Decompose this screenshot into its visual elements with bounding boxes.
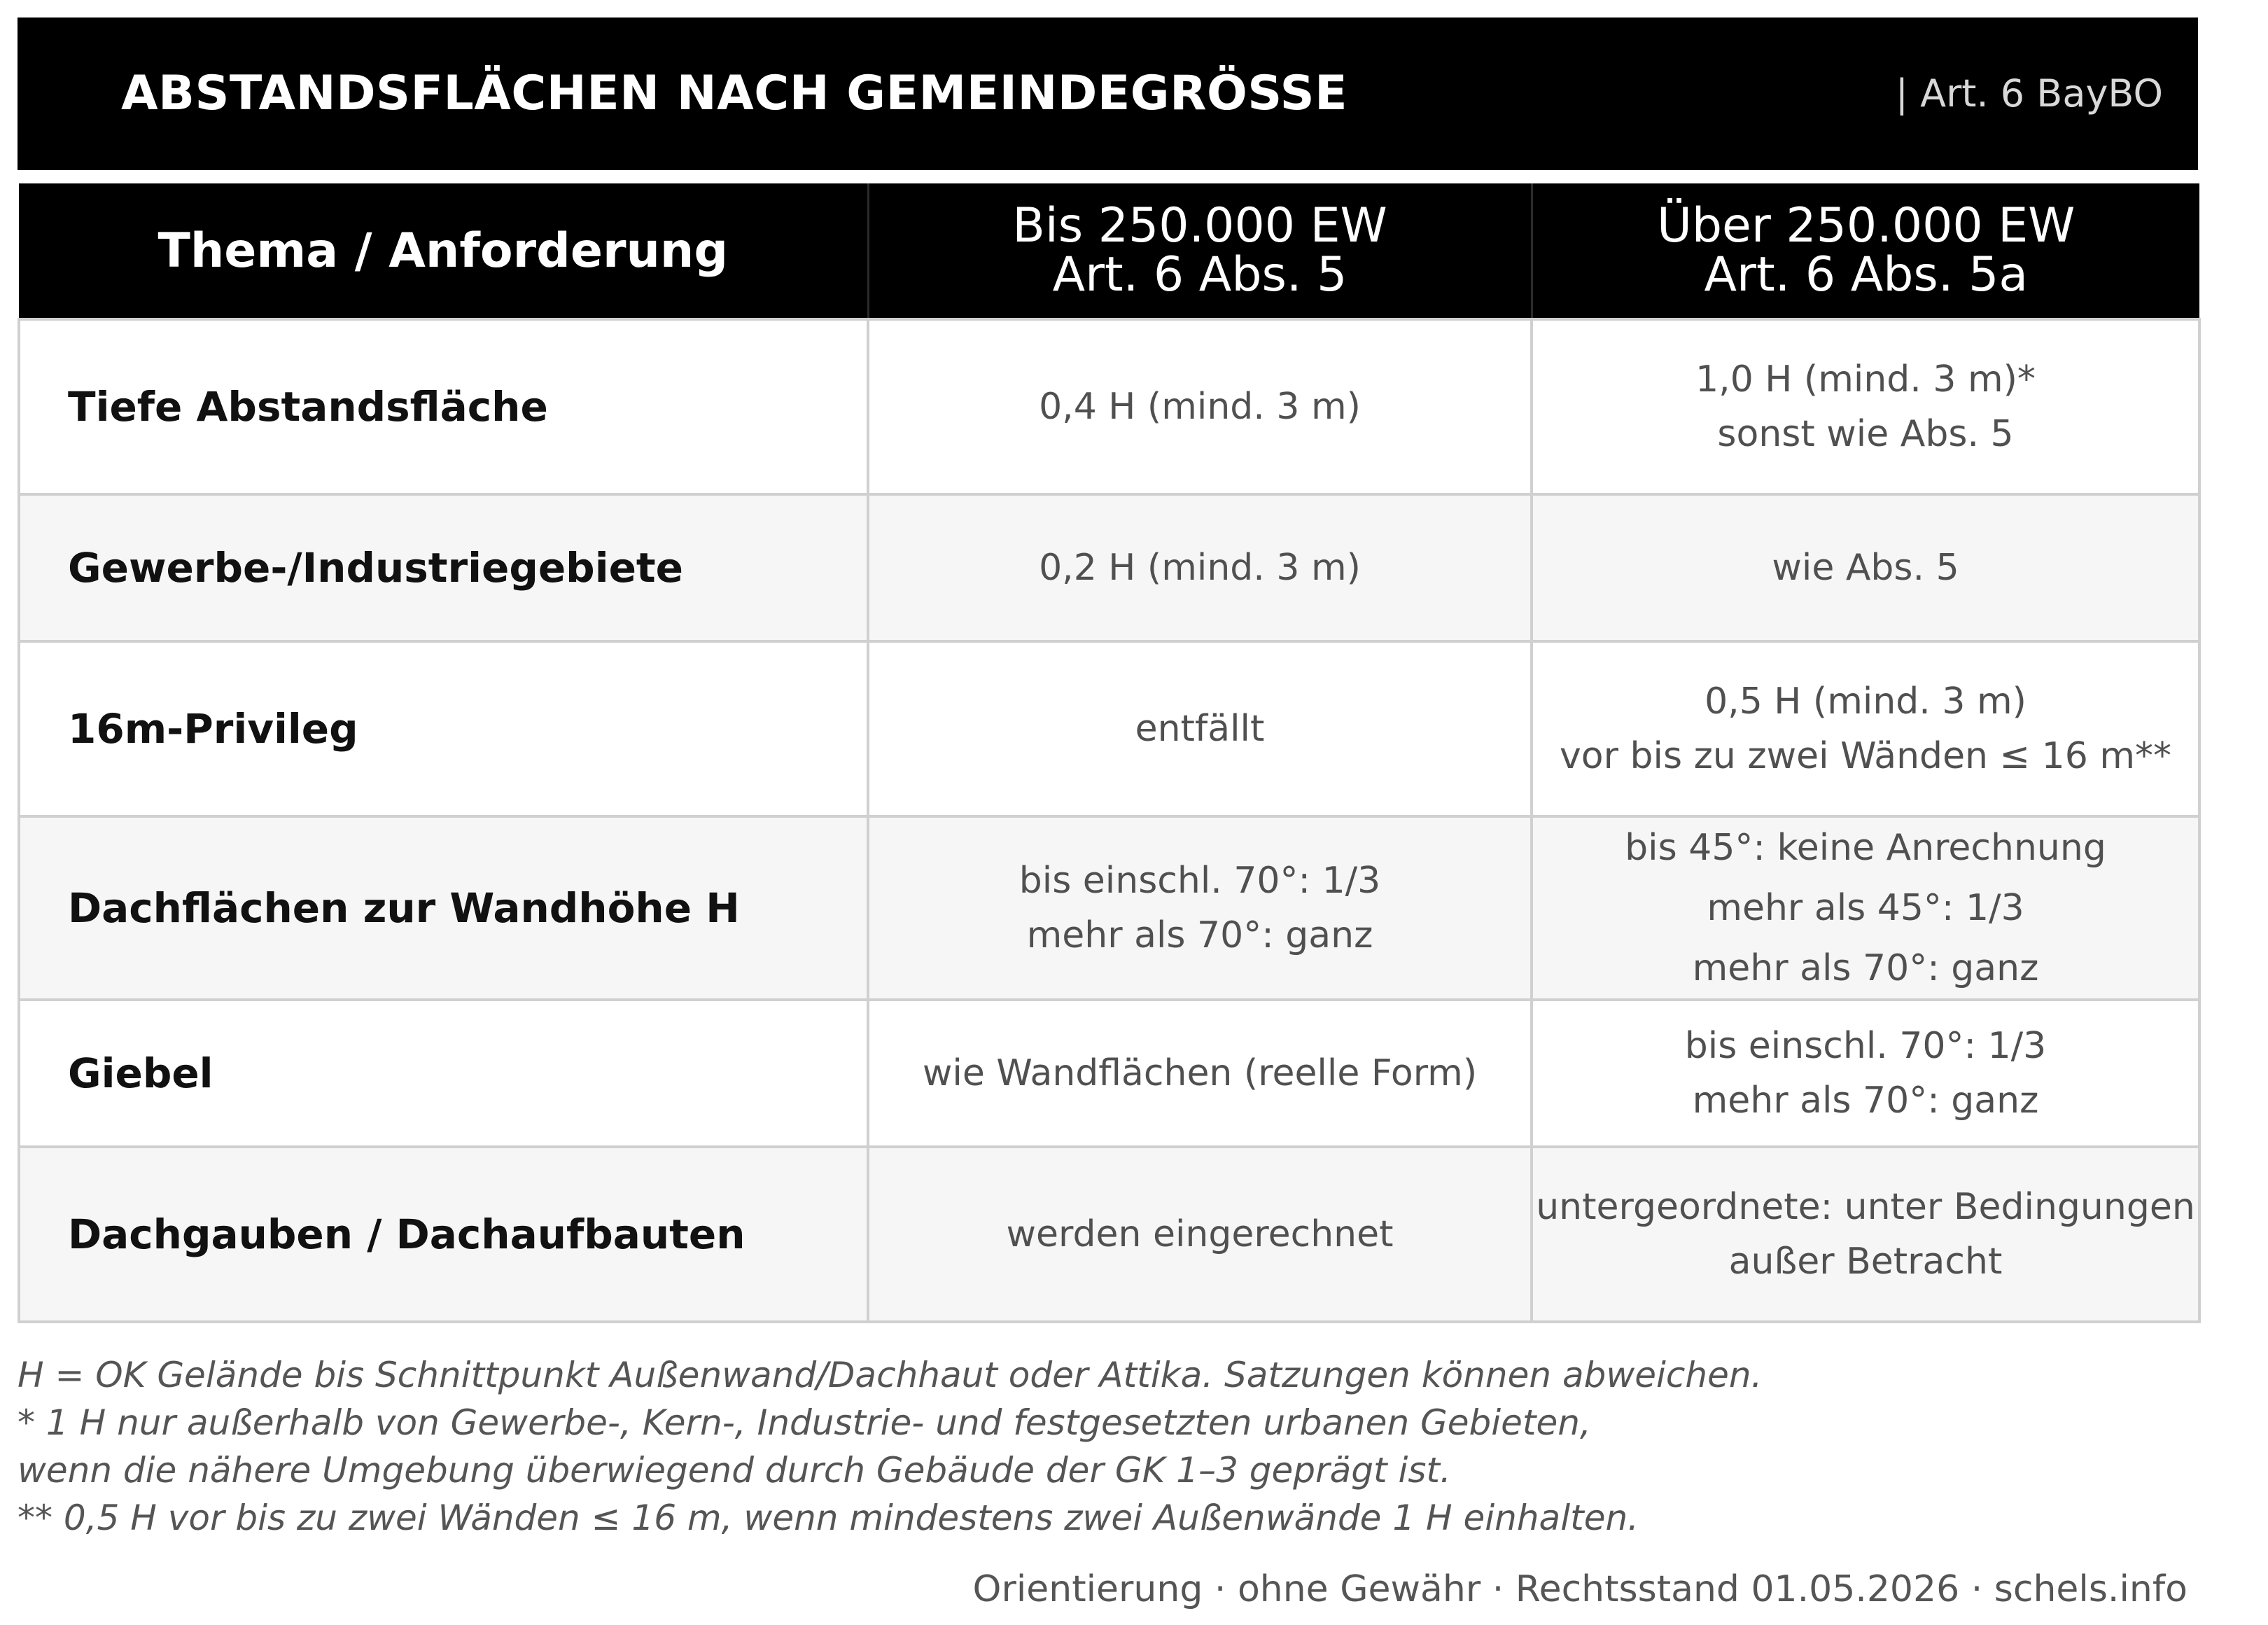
- cell-line: 0,5 H (mind. 3 m): [1704, 681, 2026, 723]
- row-topic: Gewerbe-/Industriegebiete: [19, 494, 868, 641]
- column-header-line: Bis 250.000 EW: [1012, 198, 1387, 253]
- comparison-table-container: [18, 183, 2198, 1323]
- footnote-line: wenn die nähere Umgebung überwiegend durch Gebäude der GK 1–3 geprägt ist.: [18, 1450, 1451, 1491]
- table-row: [19, 816, 2199, 1000]
- comparison-table: [18, 183, 2201, 1323]
- cell-up-to-250k: [868, 641, 1532, 816]
- cell-line: bis 45°: keine Anrechnung: [1625, 827, 2106, 869]
- table-row: [19, 641, 2199, 816]
- column-header-line: Thema / Anforderung: [158, 223, 729, 279]
- cell-over-250k: [1532, 319, 2199, 494]
- cell-over-250k: [1532, 641, 2199, 816]
- page-title: ABSTANDSFLÄCHEN NACH GEMEINDEGRÖSSE: [121, 66, 1348, 121]
- cell-up-to-250k: [868, 1147, 1532, 1322]
- row-topic: Dachflächen zur Wandhöhe H: [19, 816, 868, 1000]
- cell-line: außer Betracht: [1728, 1241, 2003, 1283]
- cell-over-250k: [1532, 816, 2199, 1000]
- table-row: [19, 1147, 2199, 1322]
- cell-over-250k: [1532, 494, 2199, 641]
- cell-line: mehr als 70°: ganz: [1692, 947, 2039, 989]
- cell-line: bis einschl. 70°: 1/3: [1018, 860, 1381, 902]
- cell-line: werden eingerechnet: [1006, 1213, 1394, 1255]
- row-topic: Tiefe Abstandsfläche: [19, 319, 868, 494]
- footnote-line: * 1 H nur außerhalb von Gewerbe-, Kern-, Industrie- und festgesetzten urbanen Gebieten,: [18, 1402, 1591, 1443]
- column-header-line: Art. 6 Abs. 5a: [1704, 247, 2029, 302]
- cell-line: mehr als 70°: ganz: [1692, 1080, 2039, 1122]
- cell-line: vor bis zu zwei Wänden ≤ 16 m**: [1560, 735, 2171, 777]
- cell-line: wie Wandflächen (reelle Form): [922, 1052, 1478, 1094]
- column-header-over-250k: [1532, 183, 2199, 319]
- column-header-line: Über 250.000 EW: [1657, 198, 2076, 253]
- row-topic: Dachgauben / Dachaufbauten: [19, 1147, 868, 1322]
- row-topic: 16m-Privileg: [19, 641, 868, 816]
- cell-over-250k: [1532, 1147, 2199, 1322]
- title-bar: [18, 18, 2198, 170]
- cell-up-to-250k: [868, 816, 1532, 1000]
- table-row: [19, 1000, 2199, 1147]
- footnote-line: H = OK Gelände bis Schnittpunkt Außenwand/Dachhaut oder Attika. Satzungen können abweichen.: [18, 1355, 1763, 1395]
- table-row: [19, 319, 2199, 494]
- cell-up-to-250k: [868, 1000, 1532, 1147]
- column-header-topic: [19, 183, 868, 319]
- column-header-up-to-250k: [868, 183, 1532, 319]
- cell-line: bis einschl. 70°: 1/3: [1684, 1025, 2047, 1067]
- cell-line: entfällt: [1135, 708, 1265, 750]
- footnote-line: ** 0,5 H vor bis zu zwei Wänden ≤ 16 m, wenn mindestens zwei Außenwände 1 H einhalten.: [18, 1498, 1639, 1538]
- footnotes: [18, 1351, 2188, 1542]
- cell-up-to-250k: [868, 494, 1532, 641]
- cell-line: mehr als 70°: ganz: [1026, 914, 1373, 956]
- legal-reference: | Art. 6 BayBO: [1895, 71, 2163, 116]
- table-row: [19, 494, 2199, 641]
- cell-line: sonst wie Abs. 5: [1717, 413, 2014, 455]
- cell-line: 0,4 H (mind. 3 m): [1039, 386, 1361, 428]
- row-topic: Giebel: [19, 1000, 868, 1147]
- cell-line: 1,0 H (mind. 3 m)*: [1695, 358, 2036, 400]
- cell-line: 0,2 H (mind. 3 m): [1039, 547, 1361, 589]
- footer-disclaimer: Orientierung · ohne Gewähr · Rechtsstand 01.05.2026 · schels.info: [972, 1568, 2188, 1610]
- table-header-row: [19, 183, 2199, 319]
- cell-line: untergeordnete: unter Bedingungen: [1536, 1186, 2195, 1228]
- cell-line: mehr als 45°: 1/3: [1707, 887, 2024, 929]
- column-header-line: Art. 6 Abs. 5: [1052, 247, 1348, 302]
- cell-over-250k: [1532, 1000, 2199, 1147]
- cell-line: wie Abs. 5: [1772, 547, 1959, 589]
- cell-up-to-250k: [868, 319, 1532, 494]
